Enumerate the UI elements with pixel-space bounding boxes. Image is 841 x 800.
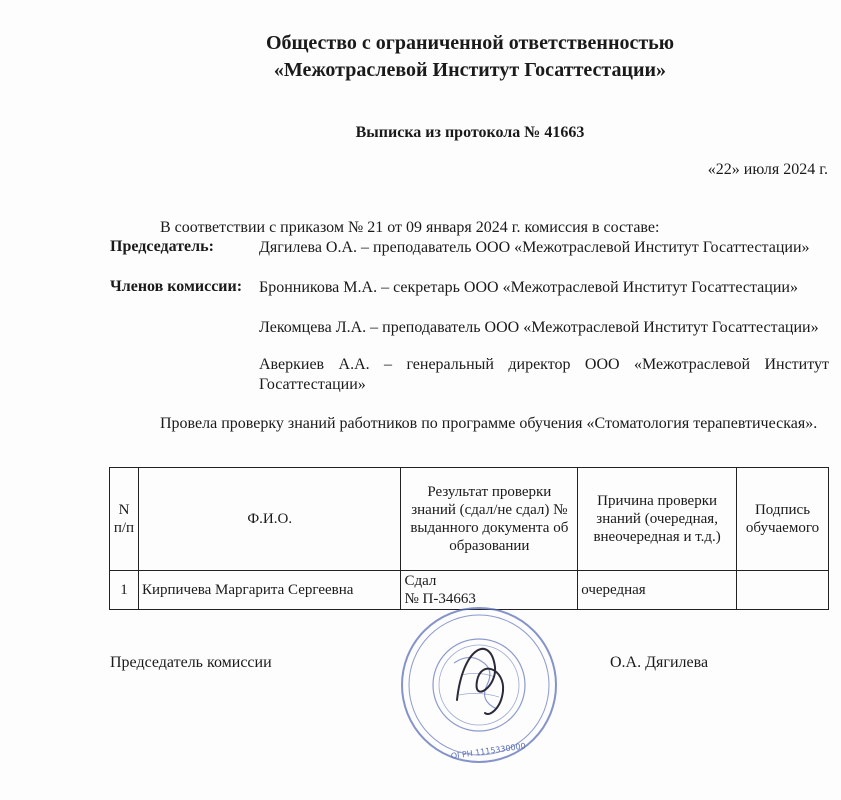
document-title: Выписка из протокола № 41663 — [355, 124, 585, 141]
commission-member: Бронникова М.А. – секретарь ООО «Межотраслевой Институт Госаттестации» — [259, 279, 798, 296]
check-text: Провела проверку знаний работников по программе обучения «Стоматология терапевтическая». — [160, 415, 818, 432]
chair-member: Дягилева О.А. – преподаватель ООО «Межотраслевой Институт Госаттестации» — [259, 239, 810, 256]
header-name: Ф.И.О. — [138, 468, 400, 571]
members-label: Членов комиссии: — [110, 278, 243, 295]
result-status: Сдал — [404, 573, 437, 589]
row-number: 1 — [110, 571, 139, 610]
chair-label: Председатель: — [110, 238, 214, 255]
row-name: Кирпичева Маргарита Сергеевна — [138, 571, 400, 610]
commission-member: Аверкиев А.А. – генеральный директор ООО «Межотраслевой Институт Госаттестации» — [259, 356, 829, 393]
row-reason: очередная — [578, 571, 737, 610]
header-signature: Подпись обучаемого — [737, 468, 829, 571]
document-date: «22» июля 2024 г. — [707, 161, 828, 178]
commission-member: Лекомцева Л.А. – преподаватель ООО «Межотраслевой Институт Госаттестации» — [259, 319, 819, 336]
company-stamp — [399, 605, 559, 765]
table-header-row — [110, 468, 829, 571]
header-reason: Причина проверки знаний (очередная, внеочередная и т.д.) — [578, 468, 737, 571]
stamp-text: ОГРН 1115330000 — [450, 741, 527, 761]
result-document-number: № П-34663 — [404, 591, 476, 607]
header-number: N п/п — [110, 468, 139, 571]
org-title-line1: Общество с ограниченной ответственностью — [265, 32, 675, 54]
row-result — [401, 571, 578, 610]
signature-label: Председатель комиссии — [110, 654, 272, 671]
order-text: В соответствии с приказом № 21 от 09 января 2024 г. комиссия в составе: — [160, 219, 660, 236]
signature-name: О.А. Дягилева — [610, 654, 709, 671]
row-signature — [737, 571, 829, 610]
table-row — [110, 571, 829, 610]
results-table — [109, 467, 829, 610]
org-title-line2: «Межотраслевой Институт Госаттестации» — [273, 59, 667, 81]
header-result: Результат проверки знаний (сдал/не сдал) № выданного документа об образовании — [401, 468, 578, 571]
